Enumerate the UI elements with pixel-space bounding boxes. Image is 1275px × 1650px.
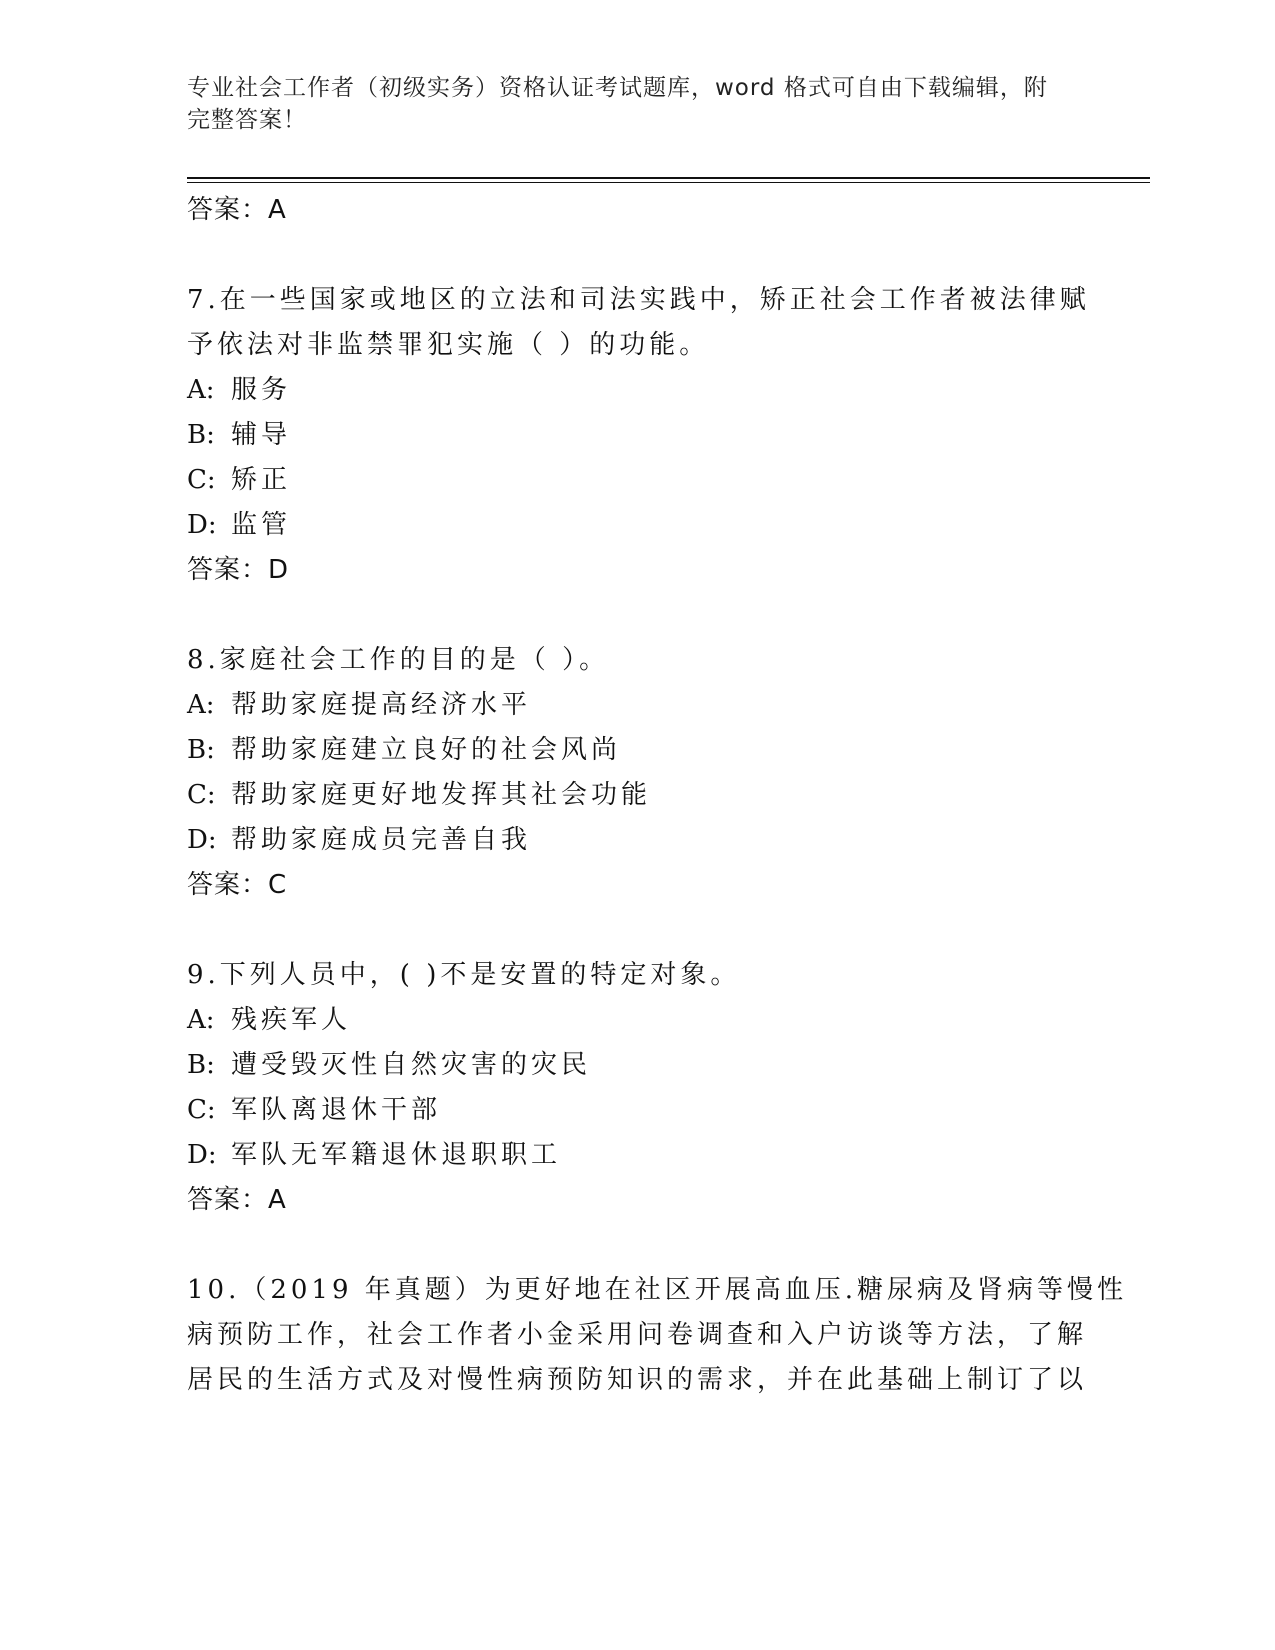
option-letter: A:: [187, 375, 215, 405]
answer-line: 答案：D: [187, 555, 290, 585]
question-text: 居民的生活方式及对慢性病预防知识的需求，并在此基础上制订了以: [187, 1365, 1088, 1395]
answer-line: 答案：C: [187, 870, 288, 900]
option-text: 帮助家庭提高经济水平: [231, 690, 532, 720]
option-text: 帮助家庭建立良好的社会风尚: [231, 735, 622, 765]
option-letter: D:: [187, 1140, 217, 1170]
spacer: [187, 1223, 1087, 1268]
option-letter: C:: [187, 780, 216, 810]
option-letter: A:: [187, 1005, 215, 1035]
option-c: [187, 458, 1087, 503]
question-block: [187, 1268, 1128, 1403]
option-d: [187, 1133, 1087, 1178]
option-text: 帮助家庭成员完善自我: [231, 825, 532, 855]
option-text: 军队无军籍退休退职职工: [231, 1140, 562, 1170]
option-c: [187, 773, 1087, 818]
option-text: 帮助家庭更好地发挥其社会功能: [231, 780, 652, 810]
question-block: [187, 278, 1090, 593]
spacer: [187, 593, 1087, 638]
question-text: 予依法对非监禁罪犯实施（ ）的功能。: [187, 330, 710, 360]
option-text: 辅导: [231, 420, 292, 450]
question-text: 7.在一些国家或地区的立法和司法实践中，矫正社会工作者被法律赋: [187, 285, 1090, 315]
question-text: 10.（2019 年真题）为更好地在社区开展高血压.糖尿病及肾病等慢性: [187, 1275, 1128, 1305]
option-letter: B:: [187, 1050, 215, 1080]
question-text: 8.家庭社会工作的目的是（ ）。: [187, 645, 610, 675]
option-letter: D:: [187, 825, 217, 855]
option-b: [187, 1043, 1087, 1088]
question-block: [187, 953, 1087, 1223]
page-header: [187, 72, 1067, 136]
option-text: 服务: [231, 375, 292, 405]
spacer: [187, 908, 1087, 953]
option-b: [187, 728, 1087, 773]
option-text: 监管: [231, 510, 292, 540]
answer-line: 答案：A: [187, 1185, 287, 1215]
option-text: 军队离退休干部: [231, 1095, 442, 1125]
question-list: [187, 188, 1128, 1403]
question-text: 9.下列人员中，( )不是安置的特定对象。: [187, 960, 741, 990]
option-letter: D:: [187, 510, 217, 540]
question-block: [187, 638, 1087, 908]
option-letter: B:: [187, 420, 215, 450]
spacer: [187, 233, 1087, 278]
header-line-1: 专业社会工作者（初级实务）资格认证考试题库，word 格式可自由下载编辑，附: [187, 75, 1048, 101]
option-letter: C:: [187, 465, 216, 495]
option-b: [187, 413, 1087, 458]
question-text: 病预防工作，社会工作者小金采用问卷调查和入户访谈等方法，了解: [187, 1320, 1088, 1350]
header-divider: [187, 177, 1150, 183]
option-text: 遭受毁灭性自然灾害的灾民: [231, 1050, 592, 1080]
option-a: [187, 998, 1087, 1043]
answer-line: 答案：A: [187, 195, 287, 225]
option-text: 残疾军人: [231, 1005, 352, 1035]
option-text: 矫正: [231, 465, 292, 495]
option-letter: B:: [187, 735, 215, 765]
option-d: [187, 503, 1087, 548]
option-a: [187, 368, 1087, 413]
option-letter: C:: [187, 1095, 216, 1125]
option-d: [187, 818, 1087, 863]
header-line-2: 完整答案！: [187, 107, 307, 133]
option-letter: A:: [187, 690, 215, 720]
option-a: [187, 683, 1087, 728]
option-c: [187, 1088, 1087, 1133]
